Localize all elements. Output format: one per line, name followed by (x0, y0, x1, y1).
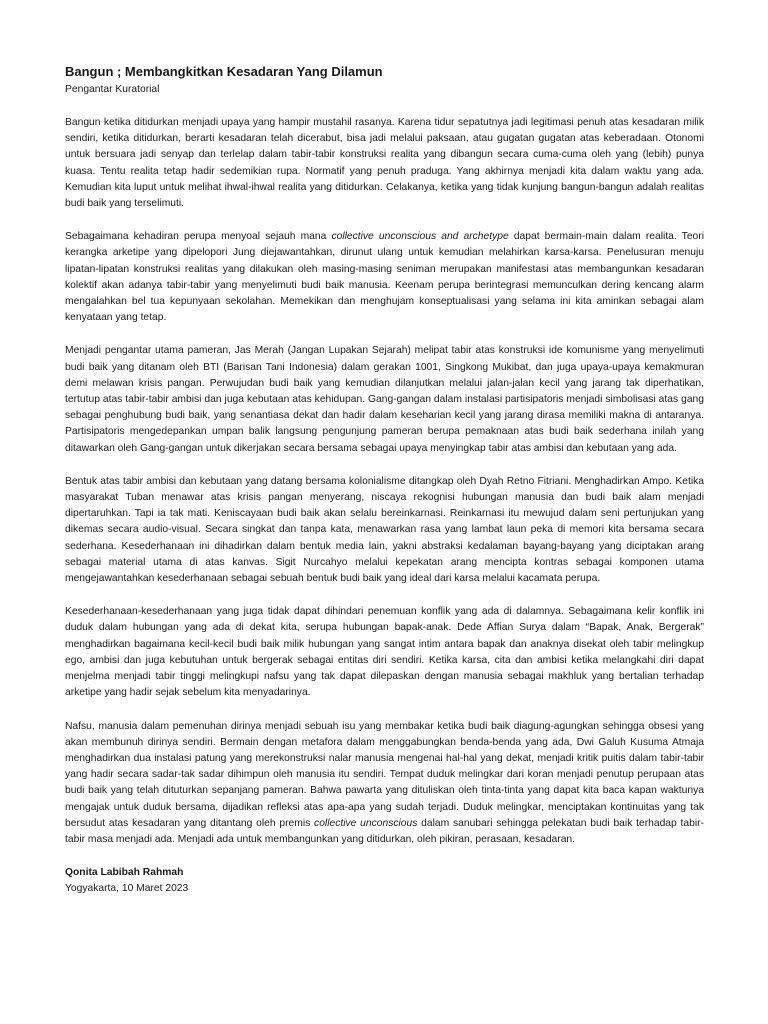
place-date: Yogyakarta, 10 Maret 2023 (65, 883, 189, 895)
paragraph-4-text: Bentuk atas tabir ambisi dan kebutaan yang datang bersama kolonialisme ditangkap oleh Dyah Retno Fitriani. Menghadirkan Ampo. Ketika masyarakat Tuban menawar atas krisis pangan menyerang, niscaya rekognisi hubungan manusia dan budi baik alam menjadi dipertaruhkan. Tapi ia tak mati. Keniscayaan budi baik akan selalu bereinkarnasi. Reinkarnasi itu mewujud dalam seni pertunjukan yang dikemas secara audio-visual. Secara singkat dan tanpa kata, menawarkan rasa yang lambat laun peka di memori kita bersama secara sederhana. Kesederhanaan ini dihadirkan dalam bentuk media lain, yakni abstraksi kedalaman bayang-bayang yang diciptakan arang sebagai material utama di atas kanvas. Sigit Nurcahyo melalui kepekatan arang mencipta kontras sebagai komponen utama mengejawantahkan kesederhanaan sebagai sebuah bentuk budi baik yang ideal dari karsa melalui kacamata perupa. (65, 475, 704, 585)
page-title: Bangun ; Membangkitkan Kesadaran Yang Dilamun (65, 64, 383, 79)
paragraph-1 (65, 115, 704, 212)
page-subtitle: Pengantar Kuratorial (65, 84, 160, 95)
paragraph-6-text-a: Nafsu, manusia dalam pemenuhan dirinya menjadi sebuah isu yang membakar ketika budi baik diagung-agungkan sehingga obsesi yang akan membunuh dirinya sendiri. Bermain dengan metafora dalam menggabungkan benda-benda yang ada, Dwi Galuh Kusuma Atmaja menghadirkan dua instalasi patung yang merekonstruksi nalar manusia mengenai hal-hal yang dekat, menjadi kritik puitis dalam tabir-tabir yang hadir secara sadar-tak sadar dihimpun oleh manusia itu sendiri. Tempat duduk melingkar dari koran menjadi penutup perupaan atas budi baik yang telah dituturkan sepanjang pameran. Bahwa pawarta yang dituliskan oleh tinta-tinta yang dapat kita baca kapan waktunya mengajak untuk duduk bersama, dijadikan refleksi atas apa-apa yang sudah terjadi. Duduk melingkar, menciptakan kontinuitas yang tak bersudut atas kesadaran yang ditantang oleh premis (65, 720, 704, 829)
paragraph-2-text-b: dapat bermain-main dalam realita. Teori kerangka arketipe yang dipelopori Jung diejawantahkan, dirunut ulang untuk kemudian melahirkan karsa-karsa. Penelusuran menuju lipatan-lipatan konstruksi realitas yang dilakukan oleh masing-masing seniman merupakan manifestasi atas membangunkan kesadaran kolektif akan adanya tabir-tabir yang menyelimuti budi baik manusia. Keenam perupa berintegrasi memunculkan dering kencang alarm mengalahkan bel tua kepunyaan sekolahan. Memekikan dan menghujam konseptualisasi yang selama ini kita aminkan sebagai alam kenyataan yang tetap. (65, 231, 704, 324)
paragraph-4 (65, 474, 704, 587)
paragraph-5-text: Kesederhanaan-kesederhanaan yang juga tidak dapat dihindari penemuan konflik yang ada di dalamnya. Sebagaimana kelir konflik ini duduk dalam hubungan yang ada di dekat kita, serupa hubungan bapak-anak. Dede Affian Surya dalam “Bapak, Anak, Bergerak” menghadirkan bagaimana kecil-kecil budi baik milik hubungan yang sangat intim antara bapak dan anaknya disekat oleh tabir melingkup ego, ambisi dan juga kebutuhan untuk bergerak sebagai entitas diri sendiri. Ketika karsa, cita dan ambisi ketika melangkahi diri dapat menjelma menjadi tabir tinggi melingkupi nafsu yang tak dapat dilepaskan dengan manusia sebagai makhluk yang bertalian terhadap arketipe yang hadir sejak sebelum kita menyadarinya. (65, 606, 704, 699)
paragraph-2-text-a: Sebagaimana kehadiran perupa menyoal sejauh mana (65, 231, 332, 243)
paragraph-1-text: Bangun ketika ditidurkan menjadi upaya yang hampir mustahil rasanya. Karena tidur sepatutnya jadi legitimasi penuh atas kesadaran milik sendiri, ketika ditidurkan, berarti kesadaran telah dicerabut, bisa jadi melalui paksaan, atau gugatan gugatan atas keberadaan. Otonomi untuk bersuara jadi senyap dan terlelap dalam tabir-tabir konstruksi realita yang dibangun secara cuma-cuma oleh yang (lebih) punya kuasa. Tentu realita tetap hadir sedemikian rupa. Normatif yang penuh praduga. Yang akhirnya menjadi kita dalam waktu yang ada. Kemudian kita luput untuk melihat ihwal-ihwal realita yang ditidurkan. Celakanya, ketika yang tidak kunjung bangun-bangun adalah realitas budi baik yang terselimuti. (65, 117, 704, 210)
paragraph-6-italic-term: collective unconscious (314, 817, 418, 829)
paragraph-3 (65, 343, 704, 456)
paragraph-2-italic-term: collective unconscious and archetype (331, 231, 509, 243)
paragraph-2 (65, 229, 704, 326)
paragraph-6-text-b: dalam sanubari sehingga pelekatan budi baik terhadap tabir-tabir masa menjadi ada. Menjadi ada untuk membangunkan yang ditidurkan, oleh pikiran, perasaan, kesadaran. (65, 817, 704, 845)
paragraph-3-text: Menjadi pengantar utama pameran, Jas Merah (Jangan Lupakan Sejarah) melipat tabir atas konstruksi ide komunisme yang menyelimuti budi baik yang ditanam oleh BTI (Barisan Tani Indonesia) dalam gerakan 1001, Singkong Mukibat, dan juga upaya-upaya kemakmuran demi melawan krisis pangan. Perwujudan budi baik yang kemudian dilanjutkan melalui jalan-jalan kecil yang jarang tak diperhatikan, tertutup atas tabir-tabir ambisi dan juga kebutaan atas kehidupan. Gang-gangan dalam instalasi partisipatoris menjadi simbolisasi atas gang sebagai penghubung budi baik, yang senantiasa dekat dan hadir dalam keseharian kecil yang jarang dirasa memiliki makna di antaranya. Partisipatoris mengedepankan umpan balik langsung pengunjung pameran berupa pemaknaan atas budi baik sederhana inilah yang ditawarkan oleh Gang-gangan untuk dikerjakan secara bersama sebagai upaya menyingkap tabir atas ambisi dan kebutaan yang ada. (65, 345, 704, 454)
paragraph-6 (65, 719, 704, 849)
author-name: Qonita Labibah Rahmah (65, 867, 184, 879)
paragraph-5 (65, 604, 704, 701)
